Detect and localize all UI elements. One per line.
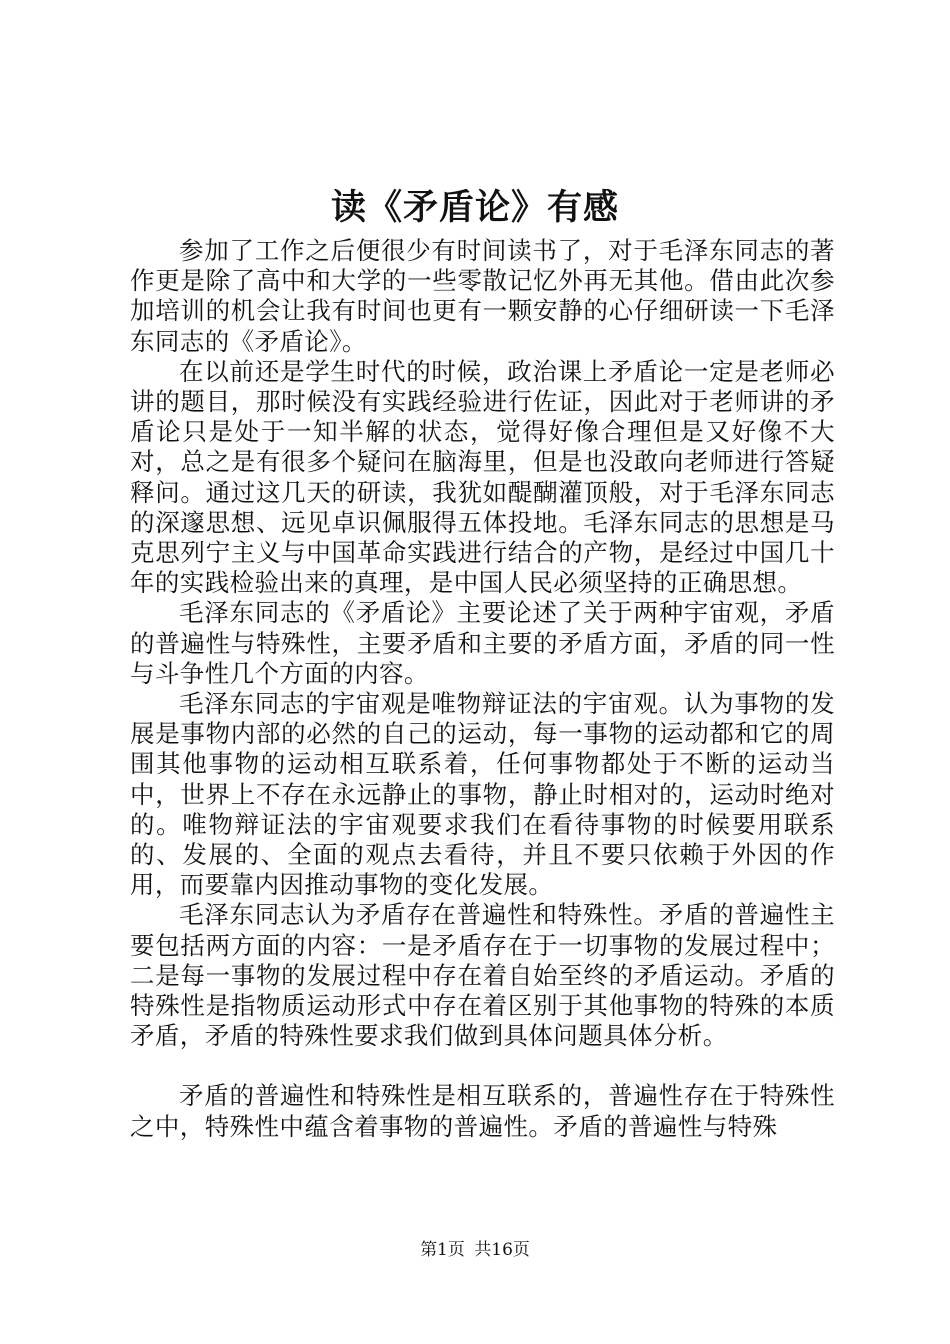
- paragraph-2: 在以前还是学生时代的时候，政治课上矛盾论一定是老师必讲的题目，那时候没有实践经验进行佐证，因此对于老师讲的矛盾论只是处于一知半解的状态，觉得好像合理但是又好像不大对，总之是有很多个疑问在脑海里，但是也没敢向老师进行答疑释问。通过这几天的研读，我犹如醍醐灌顶般，对于毛泽东同志的深邃思想、远见卓识佩服得五体投地。毛泽东同志的思想是马克思列宁主义与中国革命实践进行结合的产物，是经过中国几十年的实践检验出来的真理，是中国人民必须坚持的正确思想。: [130, 356, 835, 598]
- paragraph-4: 毛泽东同志的宇宙观是唯物辩证法的宇宙观。认为事物的发展是事物内部的必然的自己的运动，每一事物的运动都和它的周围其他事物的运动相互联系着，任何事物都处于不断的运动当中，世界上不存在永远静止的事物，静止时相对的，运动时绝对的。唯物辩证法的宇宙观要求我们在看待事物的时候要用联系的、发展的、全面的观点去看待，并且不要只依赖于外因的作用，而要靠内因推动事物的变化发展。: [130, 689, 835, 900]
- paragraph-6: 矛盾的普遍性和特殊性是相互联系的，普遍性存在于特殊性之中，特殊性中蕴含着事物的普遍性。矛盾的普遍性与特殊: [130, 1081, 835, 1141]
- page-footer: [0, 1238, 950, 1262]
- document-body: [130, 236, 835, 1142]
- page-number: 第1页: [420, 1240, 465, 1260]
- paragraph-1: 参加了工作之后便很少有时间读书了，对于毛泽东同志的著作更是除了高中和大学的一些零散记忆外再无其他。借由此次参加培训的机会让我有时间也更有一颗安静的心仔细研读一下毛泽东同志的《矛盾论》。: [130, 236, 835, 356]
- paragraph-5: 毛泽东同志认为矛盾存在普遍性和特殊性。矛盾的普遍性主要包括两方面的内容：一是矛盾存在于一切事物的发展过程中；二是每一事物的发展过程中存在着自始至终的矛盾运动。矛盾的特殊性是指物质运动形式中存在着区别于其他事物的特殊的本质矛盾，矛盾的特殊性要求我们做到具体问题具体分析。: [130, 900, 835, 1051]
- paragraph-gap: [130, 1051, 835, 1081]
- page-total: 共16页: [474, 1240, 530, 1260]
- document-title: 读《矛盾论》有感: [330, 187, 619, 228]
- paragraph-3: 毛泽东同志的《矛盾论》主要论述了关于两种宇宙观，矛盾的普遍性与特殊性，主要矛盾和主要的矛盾方面，矛盾的同一性与斗争性几个方面的内容。: [130, 598, 835, 688]
